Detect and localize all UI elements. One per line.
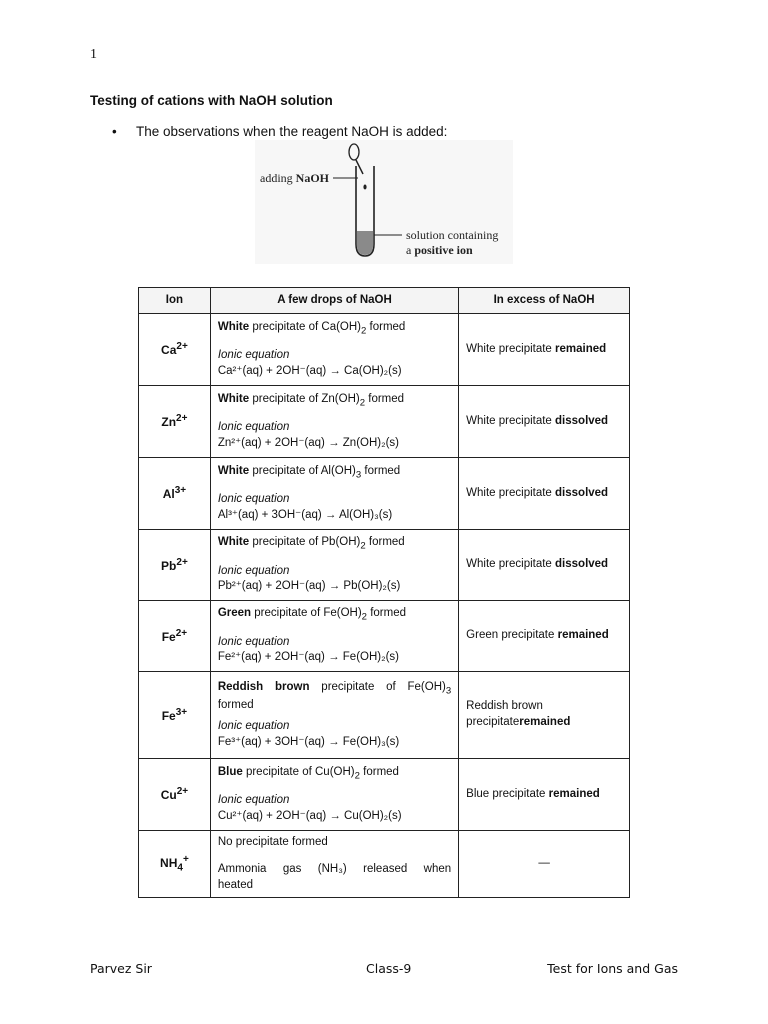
ion-cell: $Cu^{2+}$	[139, 759, 211, 831]
few-drops-cell: White precipitate of $Pb(OH)_2$ formed Ionic equation Pb²⁺(aq) + 2OH⁻(aq) → Pb(OH)₂(s)	[210, 530, 458, 601]
ionic-equation: Fe²⁺(aq) + 2OH⁻(aq) → Fe(OH)₂(s)	[217, 651, 399, 664]
few-drops-cell: Reddish brown precipitate of $Fe(OH)_3$ formed Ionic equation Fe³⁺(aq) + 3OH⁻(aq) → Fe(OH)₃(s)	[210, 672, 458, 759]
ionic-equation: Al³⁺(aq) + 3OH⁻(aq) → Al(OH)₃(s)	[217, 508, 393, 521]
excess-cell: White precipitate dissolved	[459, 386, 630, 458]
droplet-icon	[363, 185, 366, 190]
header-few-drops: A few drops of NaOH	[210, 288, 458, 314]
footer-left: Parvez Sir	[90, 961, 152, 976]
table-row	[139, 672, 630, 759]
bullet-item	[112, 124, 447, 139]
dash-symbol: —	[538, 857, 550, 870]
excess-cell: Blue precipitate remained	[459, 759, 630, 831]
ion-cell: $Pb^{2+}$	[139, 530, 211, 601]
excess-cell: Green precipitate remained	[459, 601, 630, 672]
dropper-tip-icon	[356, 160, 363, 174]
ion-cell: $Zn^{2+}$	[139, 386, 211, 458]
ionic-equation: Ca²⁺(aq) + 2OH⁻(aq) → Ca(OH)₂(s)	[217, 364, 402, 377]
header-excess: In excess of NaOH	[459, 288, 630, 314]
few-drops-cell: White precipitate of $Ca(OH)_2$ formed Ionic equation Ca²⁺(aq) + 2OH⁻(aq) → Ca(OH)₂(s)	[210, 314, 458, 386]
cation-test-table	[138, 287, 630, 898]
ionic-equation: Zn²⁺(aq) + 2OH⁻(aq) → Zn(OH)₂(s)	[217, 436, 399, 449]
ionic-equation: Cu²⁺(aq) + 2OH⁻(aq) → Cu(OH)₂(s)	[217, 809, 402, 822]
ion-cell: $Al^{3+}$	[139, 458, 211, 530]
table-row	[139, 601, 630, 672]
ionic-equation: Fe³⁺(aq) + 3OH⁻(aq) → Fe(OH)₃(s)	[217, 735, 400, 748]
table-row	[139, 831, 630, 898]
table-row	[139, 530, 630, 601]
test-tube-figure	[255, 140, 513, 264]
ion-cell: $Fe^{2+}$	[139, 601, 211, 672]
excess-cell: White precipitate remained	[459, 314, 630, 386]
footer-center: Class-9	[366, 961, 412, 976]
excess-cell: White precipitate dissolved	[459, 458, 630, 530]
bullet-dot-icon: •	[112, 124, 117, 139]
table-row	[139, 314, 630, 386]
few-drops-cell: White precipitate of $Al(OH)_3$ formed Ionic equation Al³⁺(aq) + 3OH⁻(aq) → Al(OH)₃(s)	[210, 458, 458, 530]
label-adding: adding NaOH	[260, 171, 330, 185]
header-ion: Ion	[139, 288, 211, 314]
excess-cell	[459, 831, 630, 898]
table-row	[139, 759, 630, 831]
page-number: 1	[90, 47, 97, 62]
table-row	[139, 458, 630, 530]
label-solution-line1: solution containing	[406, 228, 499, 242]
few-drops-cell: White precipitate of $Zn(OH)_2$ formed Ionic equation Zn²⁺(aq) + 2OH⁻(aq) → Zn(OH)₂(s)	[210, 386, 458, 458]
table-row	[139, 386, 630, 458]
ion-cell: $Ca^{2+}$	[139, 314, 211, 386]
ionic-equation: Pb²⁺(aq) + 2OH⁻(aq) → Pb(OH)₂(s)	[217, 580, 401, 593]
excess-cell: White precipitate dissolved	[459, 530, 630, 601]
few-drops-cell: Blue precipitate of $Cu(OH)_2$ formed Ionic equation Cu²⁺(aq) + 2OH⁻(aq) → Cu(OH)₂(s)	[210, 759, 458, 831]
few-drops-cell: No precipitate formed Ammonia gas (NH₃) released when heated	[210, 831, 458, 898]
label-solution-line2: a positive ion	[406, 243, 473, 257]
footer-right: Test for Ions and Gas	[547, 961, 678, 976]
ion-cell: $Fe^{3+}$	[139, 672, 211, 759]
few-drops-cell: Green precipitate of $Fe(OH)_2$ formed Ionic equation Fe²⁺(aq) + 2OH⁻(aq) → Fe(OH)₂(s)	[210, 601, 458, 672]
solution-fill-icon	[357, 231, 373, 255]
excess-cell: Reddish brown precipitateremained	[459, 672, 630, 759]
bullet-text: The observations when the reagent NaOH is added:	[136, 124, 448, 139]
section-heading: Testing of cations with NaOH solution	[90, 93, 333, 108]
table-header-row	[139, 288, 630, 314]
test-tube-diagram	[255, 140, 513, 264]
ion-cell: $NH_4^+$	[139, 831, 211, 898]
dropper-bulb-icon	[349, 144, 359, 160]
